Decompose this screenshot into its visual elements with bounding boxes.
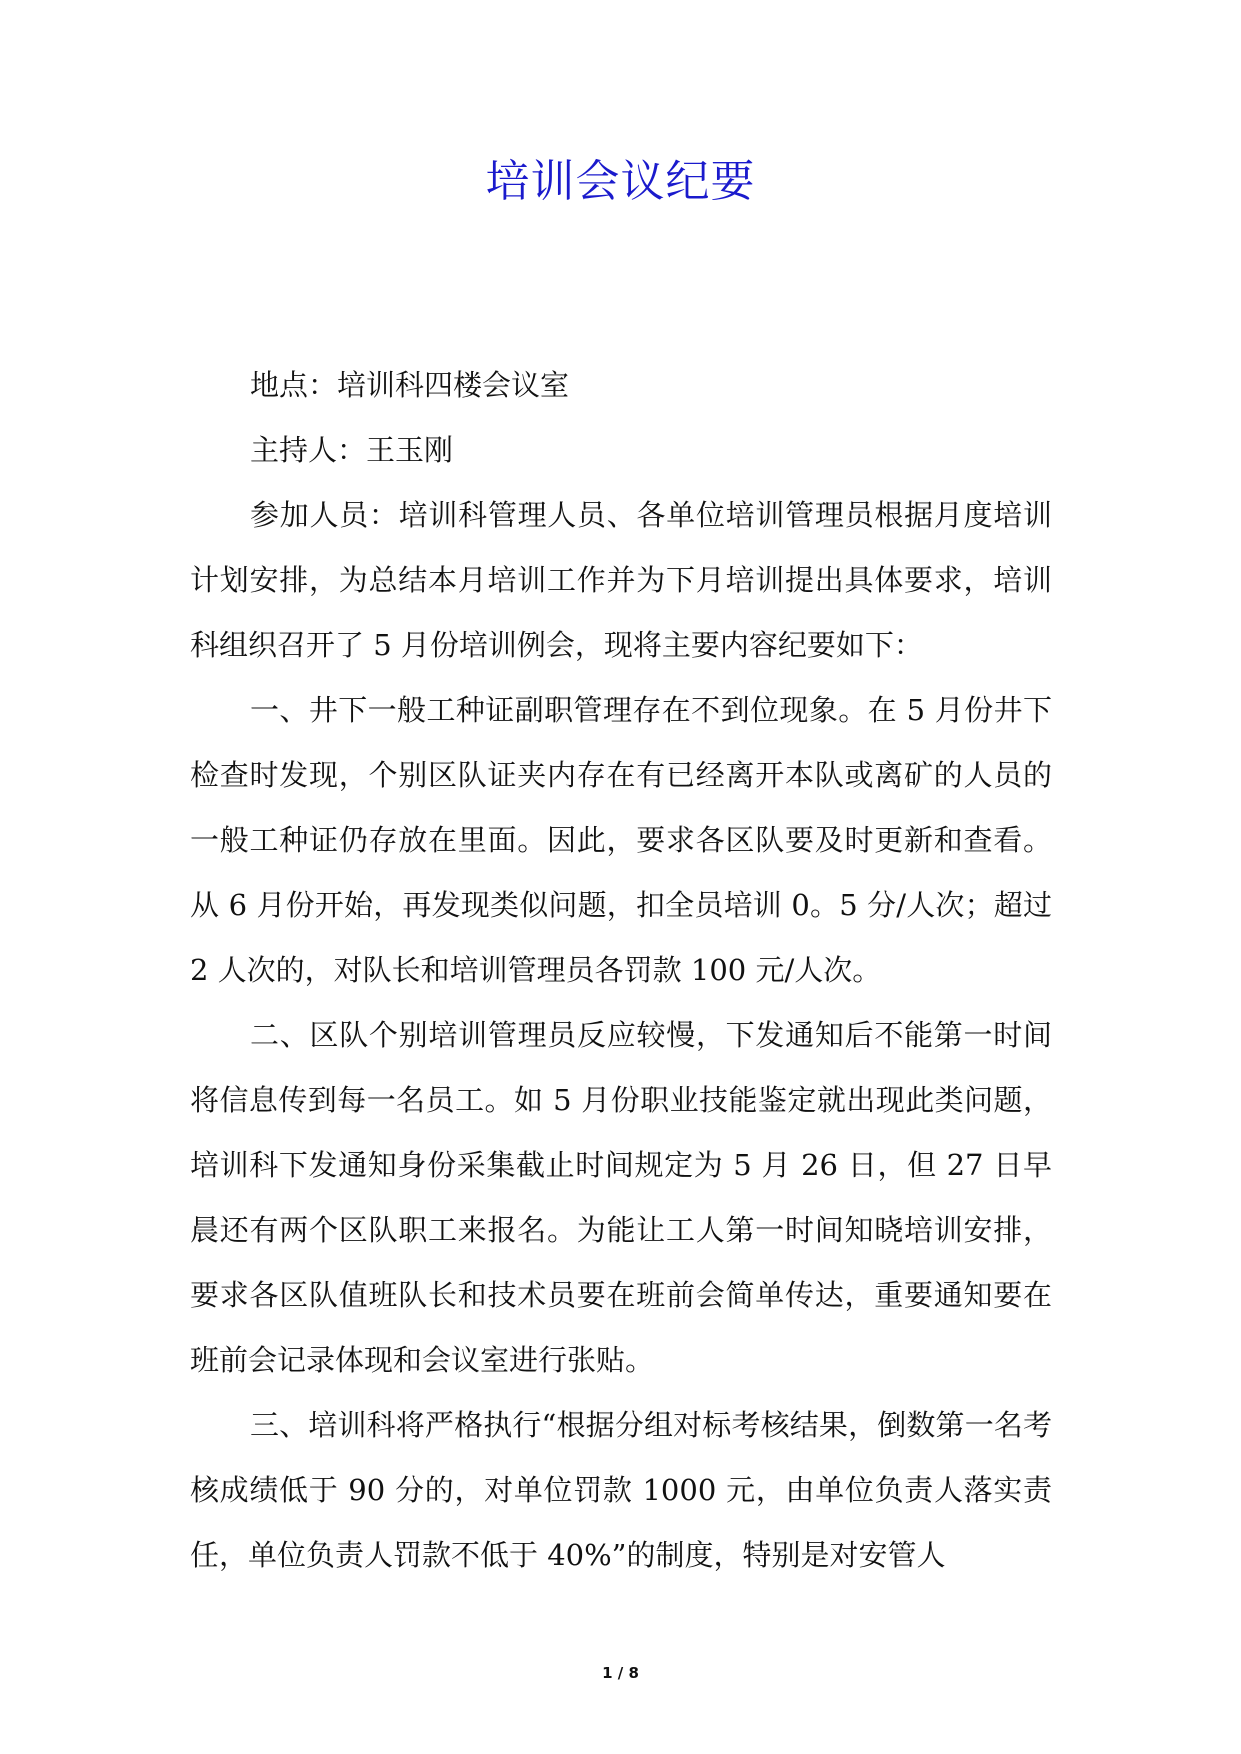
- item-one-paragraph: 一、井下一般工种证副职管理存在不到位现象。在 5 月份井下检查时发现，个别区队证夹内存在有已经离开本队或离矿的人员的一般工种证仍存放在里面。因此，要求各区队要及时更新和查看。从 6 月份开始，再发现类似问题，扣全员培训 0。5 分/人次；超过 2 人次的，对队长和培训管理员各罚款 100 元/人次。: [190, 693, 1052, 987]
- host-paragraph: 主持人：王玉刚: [250, 433, 454, 467]
- document-body: [190, 353, 1052, 1588]
- location-paragraph: 地点：培训科四楼会议室: [250, 368, 570, 402]
- item-two-paragraph: 二、区队个别培训管理员反应较慢，下发通知后不能第一时间将信息传到每一名员工。如 5 月份职业技能鉴定就出现此类问题，培训科下发通知身份采集截止时间规定为 5 月 26 日，但 27 日早晨还有两个区队职工来报名。为能让工人第一时间知晓培训安排，要求各区队值班队长和技术员要在班前会简单传达，重要通知要在班前会记录体现和会议室进行张贴。: [190, 1018, 1052, 1377]
- page-number: 1 / 8: [602, 1664, 639, 1682]
- item-three-paragraph: 三、培训科将严格执行“根据分组对标考核结果，倒数第一名考核成绩低于 90 分的，对单位罚款 1000 元，由单位负责人落实责任，单位负责人罚款不低于 40%”的制度，特别是对安管人: [190, 1408, 1052, 1572]
- attendees-paragraph: 参加人员：培训科管理人员、各单位培训管理员根据月度培训计划安排，为总结本月培训工作并为下月培训提出具体要求，培训科组织召开了 5 月份培训例会，现将主要内容纪要如下：: [190, 498, 1052, 662]
- document-title: 培训会议纪要: [485, 156, 756, 207]
